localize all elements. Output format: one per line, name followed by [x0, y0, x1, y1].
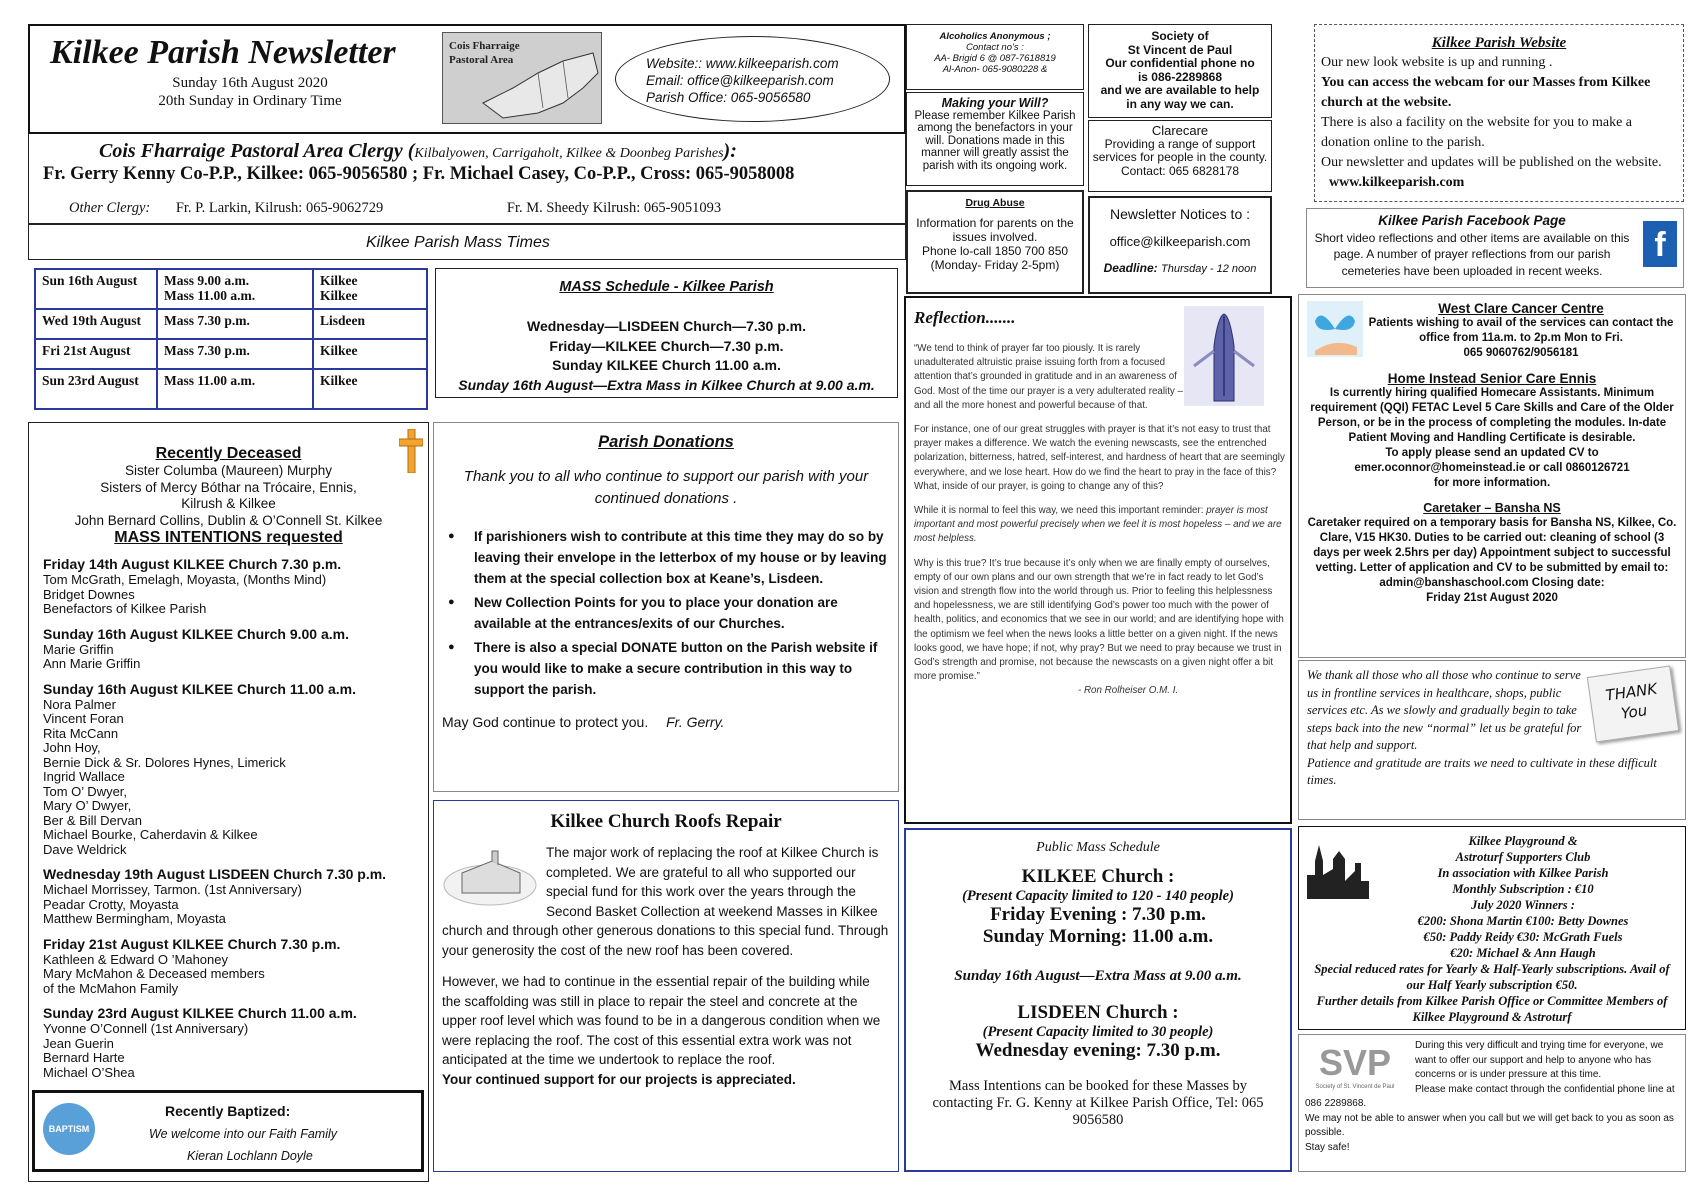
facebook-box [1306, 208, 1684, 288]
facebook-heading: Kilkee Parish Facebook Page [1378, 213, 1566, 228]
list-item: ● New Collection Points for you to place your donation are available at the entrances/exits of our Churches. [448, 592, 888, 634]
aa-line: Alcoholics Anonymous ; [939, 31, 1051, 42]
reflection-body [914, 342, 1286, 709]
website-line: Our new look website is up and running . [1321, 55, 1553, 70]
deceased-name: Sister Columba (Maureen) Murphy [124, 463, 333, 478]
table-row [35, 269, 427, 309]
table-cell-mass: Mass 7.30 p.m. [157, 339, 313, 369]
website-link[interactable]: Website:: www.kilkeeparish.com [646, 56, 839, 71]
aa-box [906, 24, 1084, 90]
intention-name: Bridget Downes [43, 586, 135, 602]
aa-line: Contact no’s : [966, 42, 1024, 53]
intention-name: Ingrid Wallace [43, 769, 125, 784]
website-text: Our newsletter and updates will be published on the website. [1321, 155, 1662, 170]
notices-box [1088, 196, 1272, 294]
table-cell-day: Fri 21st August [35, 339, 157, 369]
church-sketch-icon [442, 845, 538, 909]
email-link[interactable]: Email: office@kilkeeparish.com [646, 73, 834, 88]
home-instead-section [1299, 361, 1685, 491]
svdp-line: and we are available to help [1100, 83, 1260, 97]
other-clergy-2: Fr. M. Sheedy Kilrush: 065-9051093 [506, 200, 722, 216]
table-cell-mass: Mass 11.00 a.m. [157, 369, 313, 409]
newsletter-date [130, 74, 370, 110]
table-cell-place: Kilkee [313, 339, 427, 369]
map-label-line: Cois Fharraige [449, 40, 520, 52]
reflection-para: For instance, one of our great struggles with prayer is that it’s not easy to trust that prayer makes a difference. We watch the evening newscasts, see the entrenched polarization, bitterness, hatred, self-interest, and hardness of heart that are seemingly everywhere, and we lose heart. How do we find the heart to pray in the face of this? What, inside of our prayer, is going to change any of this? [914, 424, 1285, 492]
playground-line: Kilkee Playground & [1468, 834, 1578, 848]
caretaker-heading: Caretaker – Bansha NS [1423, 501, 1561, 515]
svp-text: Stay safe! [1305, 1141, 1350, 1153]
clergy-heading-text: Cois Fharraige Pastoral Area Clergy ( [99, 140, 415, 162]
public-mass-schedule [904, 828, 1292, 1172]
playground-line: Monthly Subscription : €10 [1452, 882, 1594, 896]
playground-line: Further details from Kilkee Parish Office or Committee Members of Kilkee Playground & Astroturf [1316, 994, 1668, 1024]
reflection-para: “We tend to think of prayer far too piously. It is rarely unadulterated altruistic praise issuing forth from a focused attention that’s grounded in gratitude and in an awareness of God. Most of the time our prayer is a very adulterated reality – and all the more honest and powerful because of that. [914, 343, 1183, 411]
intention-group-title: Friday 14th August KILKEE Church 7.30 p.m. [43, 556, 342, 572]
public-wednesday: Wednesday evening: 7.30 p.m. [975, 1040, 1221, 1061]
table-cell-place: Kilkee [313, 369, 427, 409]
reflection-para: Why is this true? It’s true because it’s only when we are finally empty of ourselves, empty of our own plans and our own strength that we’re in fact ready to let God’s vision and strength flow into the world through us. Prior to feeling this helplessness and hopelessness, we are still identifying God’s power too much with the power of health, politics, and economics that we see in our world; and are identifying hope with the optimism we feel when the news looks a little better on a given night. If the news looks good, we have hope; if not, why pray? But we need to pray because we trust in God’s strength and promise, not because the newscasts on a given night offer a bit more promise.” [914, 557, 1284, 683]
facebook-text: Short video reflections and other items are available on this page. A number of prayer reflections from our parish cemeteries have been uploaded in recent weeks. [1314, 230, 1630, 278]
table-cell-day: Sun 23rd August [35, 369, 157, 409]
table-cell-place: Kilkee Kilkee [313, 269, 427, 309]
clarecare-box [1088, 120, 1272, 192]
butterfly-hand-icon [1307, 301, 1363, 357]
cancer-heading: West Clare Cancer Centre [1438, 301, 1604, 316]
other-clergy [69, 200, 721, 217]
table-row [35, 369, 427, 409]
intention-name: Rita McCann [43, 725, 119, 741]
caretaker-section [1299, 491, 1685, 606]
table-cell-mass: Mass 9.00 a.m. Mass 11.00 a.m. [157, 269, 313, 309]
intention-name: Benefactors of Kilkee Parish [43, 601, 207, 616]
svp-text: Please make contact through the confidential phone line at 086 2289868. [1305, 1083, 1675, 1109]
caretaker-date: Friday 21st August 2020 [1426, 592, 1558, 604]
will-heading: Making your Will? [941, 96, 1049, 110]
website-heading: Kilkee Parish Website [1431, 35, 1567, 51]
schedule-line: Friday—KILKEE Church—7.30 p.m. [549, 337, 784, 354]
intention-name: Bernie Dick & Sr. Dolores Hynes, Limerick [43, 754, 286, 770]
intentions-heading: MASS INTENTIONS requested [114, 529, 343, 546]
cancer-text: Patients wishing to avail of the services can contact the office from 11a.m. to 2p.m Mon to Fri. [1368, 317, 1674, 344]
intention-name: Nora Palmer [43, 696, 116, 712]
roofs-para-3: Your continued support for our projects is appreciated. [442, 1071, 796, 1087]
website-line: You can access the webcam for our Masses from Kilkee church at the website. [1321, 75, 1651, 110]
reflection-para [914, 504, 1286, 547]
mass-times-table [34, 268, 428, 410]
reflection-text: While it is normal to feel this way, we need this important reminder: [914, 505, 1204, 517]
svdp-line: in any way we can. [1126, 96, 1234, 111]
baptized-name: Kieran Lochlann Doyle [187, 1149, 313, 1163]
intention-name: Tom O’ Dwyer, [43, 783, 128, 799]
occasion-line: 20th Sunday in Ordinary Time [158, 93, 342, 109]
home-instead-text: Is currently hiring qualified Homecare Assistants. Minimum requirement (QQI) FETAC Level 5 Care Skills and Care of the Older Person, or be in the process of completing the modules. In-date Patient Moving and Handling Certificate is desirable. [1310, 387, 1674, 444]
clarecare-text: Providing a range of support services for people in the county. [1092, 136, 1268, 164]
intention-name: Kathleen & Edward O ’Mahoney [43, 951, 228, 967]
intention-name: Tom McGrath, Emelagh, Moyasta, (Months Mind) [43, 572, 327, 587]
will-text: Please remember Kilkee Parish among the benefactors in your will. Donations made in this manner will greatly assist the parish with its ongoing work. [914, 109, 1076, 172]
clergy-priests: Fr. Gerry Kenny Co-P.P., Kilkee: 065-9056580 ; Fr. Michael Casey, Co-P.P., Cross: 065-9058008 [43, 164, 795, 184]
intention-name: Michael Bourke, Caherdavin & Kilkee [43, 827, 258, 842]
roofs-heading: Kilkee Church Roofs Repair [550, 811, 782, 832]
svp-logo-sub: Society of St. Vincent de Paul [1315, 1084, 1395, 1090]
intention-group [43, 556, 428, 617]
intention-group-title: Friday 21st August KILKEE Church 7.30 p.m. [43, 935, 341, 952]
public-booking: Mass Intentions can be booked for these Masses by contacting Fr. G. Kenny at Kilkee Parish Office, Tel: 065 9056580 [932, 1078, 1264, 1128]
intention-group-title: Sunday 16th August KILKEE Church 11.00 a.m. [43, 680, 356, 697]
public-sunday: Sunday Morning: 11.00 a.m. [982, 926, 1214, 947]
svdp-box [1088, 24, 1272, 118]
mass-schedule-box [435, 268, 898, 398]
date-line: Sunday 16th August 2020 [172, 75, 328, 91]
svp-text: During this very difficult and trying time for everyone, we want to offer our support and help to anyone who has concerns or is under pressure at this time. [1415, 1040, 1664, 1080]
baptized-title: Recently Baptized: [165, 1103, 291, 1119]
playground-line: €200: Shona Martin €100: Betty Downes [1417, 914, 1629, 928]
aa-line: Al-Anon- 065-9080228 & [942, 64, 1048, 75]
intentions-list [29, 556, 428, 1080]
roofs-box [433, 800, 899, 1172]
table-row [35, 339, 427, 369]
intention-name: Matthew Bermingham, Moyasta [43, 911, 226, 926]
clarecare-contact: Contact: 065 6828178 [1120, 163, 1240, 178]
intention-name: Mary O’ Dwyer, [43, 798, 132, 813]
contact-oval [615, 36, 890, 122]
deceased-name: Kilrush & Kilkee [181, 496, 276, 511]
intention-name: Mary McMahon & Deceased members [43, 966, 265, 981]
donations-intro: Thank you to all who continue to support our parish with your continued donations . [463, 468, 869, 507]
schedule-extra: Sunday 16th August—Extra Mass in Kilkee Church at 9.00 a.m. [458, 376, 875, 393]
drug-abuse-box [906, 190, 1084, 294]
drug-heading: Drug Abuse [965, 197, 1025, 209]
intention-name: Michael O’Shea [43, 1064, 135, 1080]
schedule-heading: MASS Schedule - Kilkee Parish [559, 279, 774, 295]
other-clergy-1: Fr. P. Larkin, Kilrush: 065-9062729 [175, 200, 384, 216]
svdp-line: is 086-2289868 [1137, 69, 1223, 84]
thank-you-note-icon: THANK You [1587, 665, 1679, 742]
svdp-line: St Vincent de Paul [1127, 42, 1233, 57]
schedule-line: Sunday KILKEE Church 11.00 a.m. [552, 357, 781, 373]
cancer-phone: 065 9060762/9056181 [1463, 347, 1579, 359]
caretaker-text: Caretaker required on a temporary basis for Bansha NS, Kilkee, Co. Clare, V15 HK30. Duties to be carried out: cleaning of school (3 days per week 2.5hrs per day) Appointment subject to successful vetting. Letter of application and CV to be submitted by email to: admin@banshaschool.com Closing date: [1307, 517, 1677, 589]
svp-text: We may not be able to answer when you call but we will get back to you as soon as possible. [1305, 1112, 1674, 1138]
deceased-heading: Recently Deceased [155, 445, 302, 462]
playground-line: Special reduced rates for Yearly & Half-Yearly subscriptions. Avail of our Half Yearly subscription €50. [1314, 962, 1670, 992]
deceased-section [28, 422, 429, 1182]
thanks-text: We thank all those who all those who continue to serve us in frontline services in healthcare, shops, public services etc. As we slowly and gradually begin to take steps back into the new “normal” let us be grateful for that help and support. [1307, 668, 1582, 752]
intention-group-title: Sunday 16th August KILKEE Church 9.00 a.m. [43, 625, 349, 642]
schedule-lines [436, 317, 897, 395]
public-kilkee-capacity: (Present Capacity limited to 120 - 140 people) [962, 888, 1234, 904]
website-box [1314, 24, 1684, 202]
masthead [28, 24, 906, 134]
intention-name: Ann Marie Griffin [43, 656, 141, 671]
signature: Fr. Gerry. [666, 714, 725, 730]
intention-name: Yvonne O’Connell (1st Anniversary) [43, 1021, 249, 1036]
playground-line: €50: Paddy Reidy €30: McGrath Fuels [1423, 930, 1623, 944]
drug-text: Information for parents on the issues involved. [916, 216, 1074, 244]
deadline-label: Deadline: [1103, 261, 1158, 275]
baptized-box [32, 1090, 424, 1172]
playground-line: July 2020 Winners : [1471, 898, 1575, 912]
newsletter-title: Kilkee Parish Newsletter [50, 34, 396, 71]
home-instead-contact: emer.oconnor@homeinstead.ie or call 0860126721 [1354, 462, 1630, 474]
roofs-para-1 [442, 843, 890, 960]
map-label-line: Pastoral Area [449, 54, 514, 66]
office-phone: Parish Office: 065-9056580 [646, 90, 811, 105]
public-friday: Friday Evening : 7.30 p.m. [990, 904, 1206, 925]
deceased-name: John Bernard Collins, Dublin & O’Connell St. Kilkee [74, 512, 383, 528]
reflection-box [904, 296, 1292, 824]
donations-closing [442, 714, 898, 730]
skyline-sketch-icon [1305, 841, 1371, 901]
table-cell-day: Wed 19th August [35, 309, 157, 339]
website-line [1321, 153, 1677, 193]
reflection-emphasis: prayer is most important and most powerful precisely when we feel it is most hopeless – and we are most helpless. [914, 505, 1282, 545]
donations-box [433, 422, 899, 792]
intention-name: Peadar Crotty, Moyasta [43, 896, 179, 912]
public-lisdeen: LISDEEN Church : [1017, 1002, 1179, 1023]
schedule-line: Wednesday—LISDEEN Church—7.30 p.m. [526, 318, 807, 334]
playground-line: In association with Kilkee Parish [1437, 866, 1609, 880]
playground-line: €20: Michael & Ann Haugh [1450, 946, 1596, 960]
playground-box [1298, 826, 1686, 1030]
notices-heading: Newsletter Notices to : [1109, 206, 1251, 222]
website-line: There is also a facility on the website for you to make a donation online to the parish. [1321, 115, 1633, 150]
playground-line: Astroturf Supporters Club [1455, 850, 1591, 864]
intention-name: Dave Weldrick [43, 841, 127, 857]
drug-phone: Phone lo-call 1850 700 850 [921, 244, 1069, 258]
intention-group [43, 681, 428, 858]
thanks-last: Patience and gratitude are traits we need to cultivate in these difficult times. [1307, 755, 1657, 787]
facebook-icon[interactable]: f [1643, 221, 1677, 267]
public-kilkee: KILKEE Church : [1021, 866, 1175, 887]
intention-name: of the McMahon Family [43, 980, 179, 996]
intention-group [43, 626, 428, 672]
baptized-welcome: We welcome into our Faith Family [149, 1127, 338, 1141]
notices-right-box [1298, 294, 1686, 658]
baptism-icon: BAPTISM [43, 1103, 95, 1155]
svp-logo [1305, 1043, 1405, 1095]
public-lisdeen-capacity: (Present Capacity limited to 30 people) [982, 1024, 1214, 1040]
cross-icon [399, 429, 423, 473]
intention-name: Bernard Harte [43, 1050, 125, 1065]
map-label [449, 39, 520, 67]
svdp-line: Society of [1151, 29, 1209, 43]
svdp-line: Our confidential phone no [1105, 56, 1255, 70]
intention-group-title: Wednesday 19th August LISDEEN Church 7.30 p.m. [43, 866, 387, 882]
roofs-para-2: However, we had to continue in the essential repair of the building while the scaffolding was still in place to repair the steel and concrete at the upper roof level which was found to be in a dangerous condition when we were replacing the roof. The cost of this essential extra work was not anticipated at the time we undertook to replace the roof. [442, 974, 881, 1067]
table-cell-place: Lisdeen [313, 309, 427, 339]
intention-name: John Hoy, [43, 740, 101, 755]
reflection-author: - Ron Rolheiser O.M. I. [1078, 685, 1179, 697]
closing-text: May God continue to protect you. [442, 714, 649, 730]
thanks-box [1298, 660, 1686, 820]
reflection-heading: Reflection....... [914, 308, 1016, 327]
public-extra: Sunday 16th August—Extra Mass at 9.00 a.m. [954, 968, 1242, 984]
table-cell-day: Sun 16th August [35, 269, 157, 309]
intention-name: Jean Guerin [43, 1035, 114, 1051]
notices-deadline [1090, 261, 1270, 275]
table-cell-mass: Mass 7.30 p.m. [157, 309, 313, 339]
clergy-heading-end: ): [723, 140, 737, 162]
home-instead-more: for more information. [1433, 477, 1551, 489]
svp-logo-text: SVP [1318, 1042, 1392, 1083]
clergy-parishes: Kilbalyowen, Carrigaholt, Kilkee & Doonbeg Parishes [414, 146, 724, 161]
donations-heading: Parish Donations [598, 433, 734, 451]
intention-group [43, 936, 428, 997]
website-url[interactable]: www.kilkeeparish.com [1329, 175, 1465, 190]
aa-line: AA- Brigid 6 @ 087-7618819 [934, 53, 1056, 64]
donations-list [448, 526, 888, 700]
drug-hours: (Monday- Friday 2-5pm) [930, 258, 1060, 272]
intention-name: Ber & Bill Dervan [43, 812, 142, 828]
list-item: ● If parishioners wish to contribute at this time they may do so by leaving their envelope in the letterbox of my house or by leaving them at the special collection box at Keane’s, Lisdeen. [448, 526, 888, 589]
mass-times-bar [28, 224, 906, 260]
public-heading: Public Mass Schedule [1036, 840, 1160, 855]
intention-name: Marie Griffin [43, 641, 114, 657]
pastoral-area-map [442, 32, 602, 124]
intention-group-title: Sunday 23rd August KILKEE Church 11.00 a.m. [43, 1005, 357, 1021]
intention-name: Michael Morrissey, Tarmon. (1st Anniversary) [43, 882, 302, 897]
svp-box [1298, 1034, 1686, 1172]
home-instead-apply: To apply please send an updated CV to [1385, 447, 1599, 459]
intention-name: Vincent Foran [43, 711, 124, 726]
roofs-text: The major work of replacing the roof at Kilkee Church is completed. We are grateful to all who supported our special fund for this work over the years through the Second Basket Collection at weekend Masses in Kilkee church and through other generous donations to this special fund. Through your generosity the cost of the new roof has been covered. [442, 845, 889, 958]
mass-times-title: Kilkee Parish Mass Times [366, 234, 550, 251]
intention-group [43, 866, 428, 927]
clergy-heading [99, 140, 737, 163]
deceased-name: Sisters of Mercy Bóthar na Trócaire, Ennis, [100, 479, 357, 495]
table-row [35, 309, 427, 339]
notices-email[interactable]: office@kilkeeparish.com [1109, 234, 1251, 249]
clergy-section [28, 134, 906, 224]
deadline-value: Thursday - 12 noon [1160, 263, 1257, 275]
intention-group [43, 1005, 428, 1080]
list-item: ● There is also a special DONATE button on the Parish website if you would like to make a secure contribution in this way to support the parish. [448, 637, 888, 700]
other-clergy-label: Other Clergy: [69, 200, 151, 216]
clarecare-heading: Clarecare [1151, 123, 1209, 138]
will-box [906, 92, 1084, 186]
home-instead-heading: Home Instead Senior Care Ennis [1387, 371, 1597, 386]
